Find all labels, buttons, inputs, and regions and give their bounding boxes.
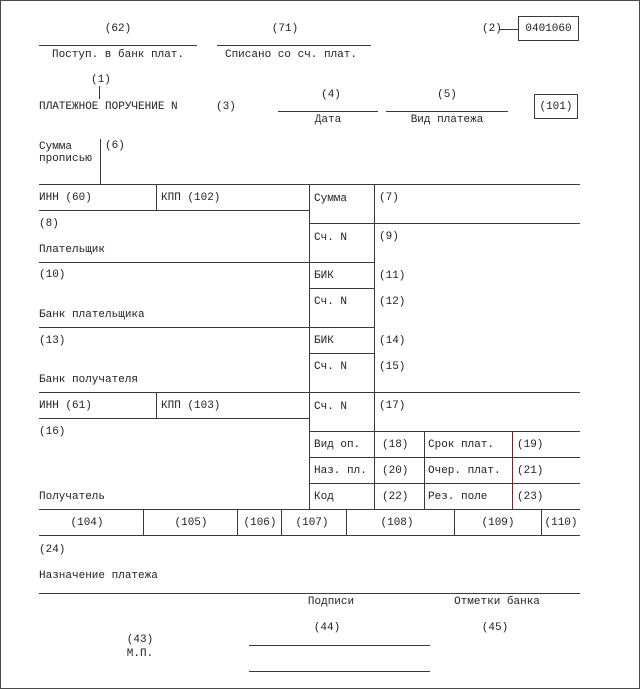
field-4-label: (4) bbox=[321, 89, 341, 101]
payee-bank-row-bottom bbox=[39, 392, 580, 393]
payee-account-label: Сч. N bbox=[314, 401, 348, 413]
received-label: Поступ. в банк плат. bbox=[51, 49, 185, 61]
date-line bbox=[278, 111, 378, 112]
payee-kpp-label: КПП (103) bbox=[161, 400, 221, 412]
op-type-label: Вид оп. bbox=[314, 439, 361, 451]
payer-bank-account-label: Сч. N bbox=[314, 296, 348, 308]
debited-label: Списано со сч. плат. bbox=[224, 49, 358, 61]
field-19-label: (19) bbox=[517, 439, 544, 451]
signature-line-1 bbox=[249, 645, 430, 646]
due-label: Срок плат. bbox=[428, 439, 495, 451]
label-column-left bbox=[309, 185, 310, 509]
tax-field-110: (110) bbox=[544, 517, 578, 529]
field-11-label: (11) bbox=[379, 270, 406, 282]
priority-label: Очер. плат. bbox=[428, 465, 501, 477]
field-16-label: (16) bbox=[39, 426, 66, 438]
form-code-box bbox=[518, 16, 579, 41]
payee-inn-row-bottom bbox=[39, 418, 310, 419]
tax-field-108: (108) bbox=[380, 517, 414, 529]
tax-field-106: (106) bbox=[243, 517, 277, 529]
form-code: 0401060 bbox=[525, 22, 572, 35]
tax-divider-2 bbox=[237, 510, 238, 536]
tax-divider-1 bbox=[143, 510, 144, 536]
field-10-label: (10) bbox=[39, 269, 66, 281]
payee-inn-kpp-divider bbox=[156, 393, 157, 419]
payer-label: Плательщик bbox=[39, 244, 106, 256]
payer-account-label: Сч. N bbox=[314, 232, 348, 244]
payee-bank-bik-label: БИК bbox=[314, 335, 334, 347]
reserve-label: Рез. поле bbox=[428, 491, 488, 503]
purpose-code-label: Наз. пл. bbox=[314, 465, 367, 477]
field-23-label: (23) bbox=[517, 491, 544, 503]
field-6-label: (6) bbox=[105, 140, 125, 152]
field-17-label: (17) bbox=[379, 400, 406, 412]
payer-inn-kpp-divider bbox=[156, 185, 157, 211]
signatures-label: Подписи bbox=[307, 596, 355, 608]
field-45-label: (45) bbox=[481, 622, 509, 634]
purpose-label: Назначение платежа bbox=[39, 570, 158, 582]
field-21-label: (21) bbox=[517, 465, 544, 477]
field-43-label: (43) bbox=[126, 634, 154, 646]
tax-field-107: (107) bbox=[295, 517, 329, 529]
field-13-label: (13) bbox=[39, 335, 66, 347]
field-3-label: (3) bbox=[216, 101, 236, 113]
tax-row-bottom bbox=[39, 535, 580, 536]
payee-label: Получатель bbox=[39, 491, 106, 503]
field-2-label: (2) bbox=[482, 23, 502, 35]
date-label: Дата bbox=[314, 114, 342, 126]
debited-line bbox=[217, 45, 371, 46]
payer-inn-label: ИНН (60) bbox=[39, 192, 92, 204]
field-9-label: (9) bbox=[379, 231, 399, 243]
field-1-pointer bbox=[99, 86, 100, 99]
tax-field-105: (105) bbox=[174, 517, 208, 529]
field-8-label: (8) bbox=[39, 218, 59, 230]
priority-column-left bbox=[424, 432, 425, 509]
field-20-label: (20) bbox=[382, 465, 409, 477]
tax-field-104: (104) bbox=[70, 517, 104, 529]
sum-row-bottom bbox=[309, 223, 580, 224]
order-title: ПЛАТЕЖНОЕ ПОРУЧЕНИЕ N bbox=[39, 101, 178, 113]
code-label: Код bbox=[314, 491, 334, 503]
stamp-label: М.П. bbox=[126, 648, 154, 660]
purpose-bottom-line bbox=[39, 593, 580, 594]
received-line bbox=[39, 45, 197, 46]
label-column-right bbox=[374, 185, 375, 509]
priority-column-right bbox=[512, 432, 513, 509]
amount-words-label-line2: прописью bbox=[39, 153, 92, 165]
payer-bank-label: Банк плательщика bbox=[39, 309, 145, 321]
payee-account-row-bottom bbox=[309, 431, 580, 432]
payee-bank-label: Банк получателя bbox=[39, 374, 139, 386]
tax-row-top bbox=[39, 509, 580, 510]
field-5-label: (5) bbox=[437, 89, 457, 101]
tax-divider-5 bbox=[454, 510, 455, 536]
field-62-label: (62) bbox=[104, 23, 132, 35]
field-44-label: (44) bbox=[313, 622, 341, 634]
form-code-connector bbox=[499, 29, 518, 30]
payment-type-label: Вид платежа bbox=[410, 114, 484, 126]
field-18-label: (18) bbox=[382, 439, 409, 451]
payee-inn-label: ИНН (61) bbox=[39, 400, 92, 412]
field-22-label: (22) bbox=[382, 491, 409, 503]
amount-words-label-line1: Сумма bbox=[39, 141, 73, 153]
sum-label: Сумма bbox=[314, 193, 348, 205]
payment-type-line bbox=[386, 111, 508, 112]
field-15-label: (15) bbox=[379, 361, 406, 373]
payer-inn-row-bottom bbox=[39, 210, 309, 211]
field-1-label: (1) bbox=[91, 74, 111, 86]
tax-field-109: (109) bbox=[481, 517, 515, 529]
payer-bank-bik-bottom bbox=[309, 288, 375, 289]
signature-line-2 bbox=[249, 671, 430, 672]
payer-bank-row-bottom bbox=[39, 327, 375, 328]
field-101-box bbox=[534, 94, 578, 119]
tax-divider-6 bbox=[541, 510, 542, 536]
payee-bank-bik-bottom bbox=[309, 353, 375, 354]
payer-bank-bik-label: БИК bbox=[314, 270, 334, 282]
bank-marks-label: Отметки банка bbox=[454, 596, 540, 608]
field-14-label: (14) bbox=[379, 335, 406, 347]
field-12-label: (12) bbox=[379, 296, 406, 308]
amount-words-divider bbox=[100, 139, 101, 185]
payer-kpp-label: КПП (102) bbox=[161, 192, 221, 204]
payee-bank-account-label: Сч. N bbox=[314, 361, 348, 373]
field-24-label: (24) bbox=[39, 544, 66, 556]
payer-row-bottom bbox=[39, 262, 375, 263]
field-101-label: (101) bbox=[539, 100, 573, 113]
field-7-label: (7) bbox=[379, 192, 399, 204]
tax-divider-3 bbox=[281, 510, 282, 536]
purpose-code-row-bottom bbox=[309, 483, 580, 484]
tax-divider-4 bbox=[346, 510, 347, 536]
field-71-label: (71) bbox=[271, 23, 299, 35]
op-row-bottom bbox=[309, 457, 580, 458]
